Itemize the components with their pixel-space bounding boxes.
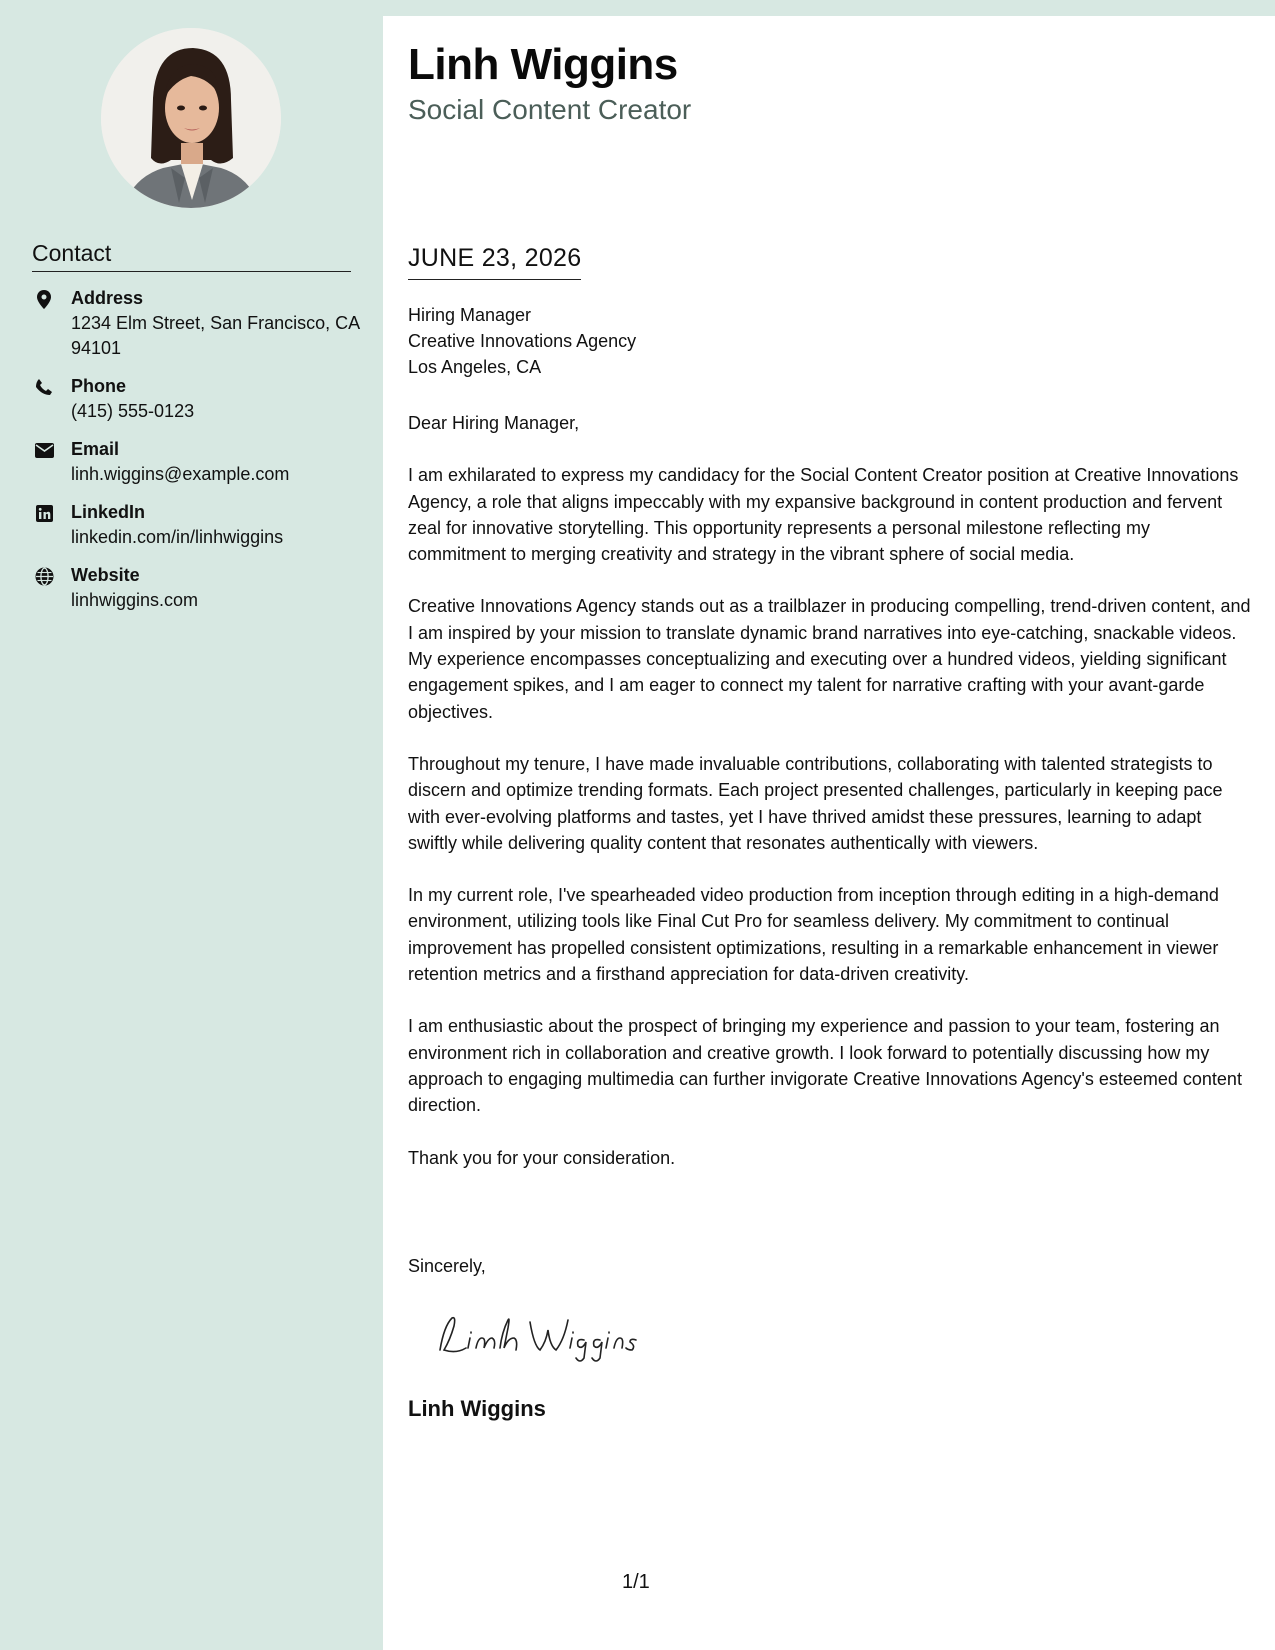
website-value: linhwiggins.com [71,590,199,610]
letter-body [408,410,1253,1197]
salutation: Dear Hiring Manager, [408,413,580,433]
handwritten-signature [430,1306,660,1366]
envelope-icon [34,440,54,460]
page-number: 1/1 [622,1571,650,1593]
body-paragraph: Throughout my tenure, I have made invaluable contributions, collaborating with talented strategists to discern and optimize trending formats. Each project presented challenges, particularly in keeping pace with ever-evolving platforms and tastes, yet I have thrived amidst these pressures, learning to adapt swiftly while delivering quality content that resonates authentically with viewers. [408,753,1223,853]
linkedin-label: LinkedIn [71,502,146,522]
phone-value: (415) 555-0123 [71,401,195,421]
email-label: Email [71,439,120,459]
email-value: linh.wiggins@example.com [71,464,290,484]
sidebar [0,0,383,1650]
address-value: 1234 Elm Street, San Francisco, CA 94101 [71,313,360,358]
linkedin-value: linkedin.com/in/linhwiggins [71,527,284,547]
globe-icon [34,566,54,586]
body-paragraph: I am exhilarated to express my candidacy for the Social Content Creator position at Creative Innovations Agency, a role that aligns impeccably with my expansive background in content production and fervent zeal for innovative storytelling. This opportunity represents a personal milestone reflecting my commitment to merging creativity and strategy in the vibrant sphere of social media. [408,465,1239,565]
closing: Sincerely, [408,1256,486,1276]
recipient-block [408,302,636,380]
body-paragraph: I am enthusiastic about the prospect of bringing my experience and passion to your team, fostering an environment rich in collaboration and creative growth. I look forward to potentially discussing how my approach to engaging multimedia can further invigorate Creative Innovations Agency's esteemed content direction. [408,1016,1242,1116]
signer-name: Linh Wiggins [408,1396,546,1421]
applicant-name: Linh Wiggins [408,40,678,89]
letter-date: JUNE 23, 2026 [408,244,581,280]
recipient-line: Hiring Manager [408,305,532,325]
applicant-title: Social Content Creator [408,94,692,125]
thank-you-line: Thank you for your consideration. [408,1147,676,1168]
website-label: Website [71,565,140,585]
phone-label: Phone [71,376,127,396]
body-paragraph: In my current role, I've spearheaded video production from inception through editing in a high-demand environment, utilizing tools like Final Cut Pro for seamless delivery. My commitment to continual improvement has propelled consistent optimizations, resulting in a remarkable enhancement in viewer retention metrics and a firsthand appreciation for data-driven creativity. [408,885,1219,985]
profile-photo [101,28,281,208]
map-pin-icon [34,289,54,309]
contact-heading: Contact [32,240,351,272]
linkedin-icon [34,503,54,523]
recipient-line: Los Angeles, CA [408,357,542,377]
address-label: Address [71,288,144,308]
portrait-illustration [101,28,281,208]
recipient-line: Creative Innovations Agency [408,331,637,351]
phone-icon [34,377,54,397]
body-paragraph: Creative Innovations Agency stands out as a trailblazer in producing compelling, trend-driven content, and I am inspired by your mission to translate dynamic brand narratives into eye-catching, snackable videos. My experience encompasses conceptualizing and executing over a hundred videos, yielding significant engagement spikes, and I am eager to connect my talent for narrative crafting with your avant-garde objectives. [408,596,1251,722]
